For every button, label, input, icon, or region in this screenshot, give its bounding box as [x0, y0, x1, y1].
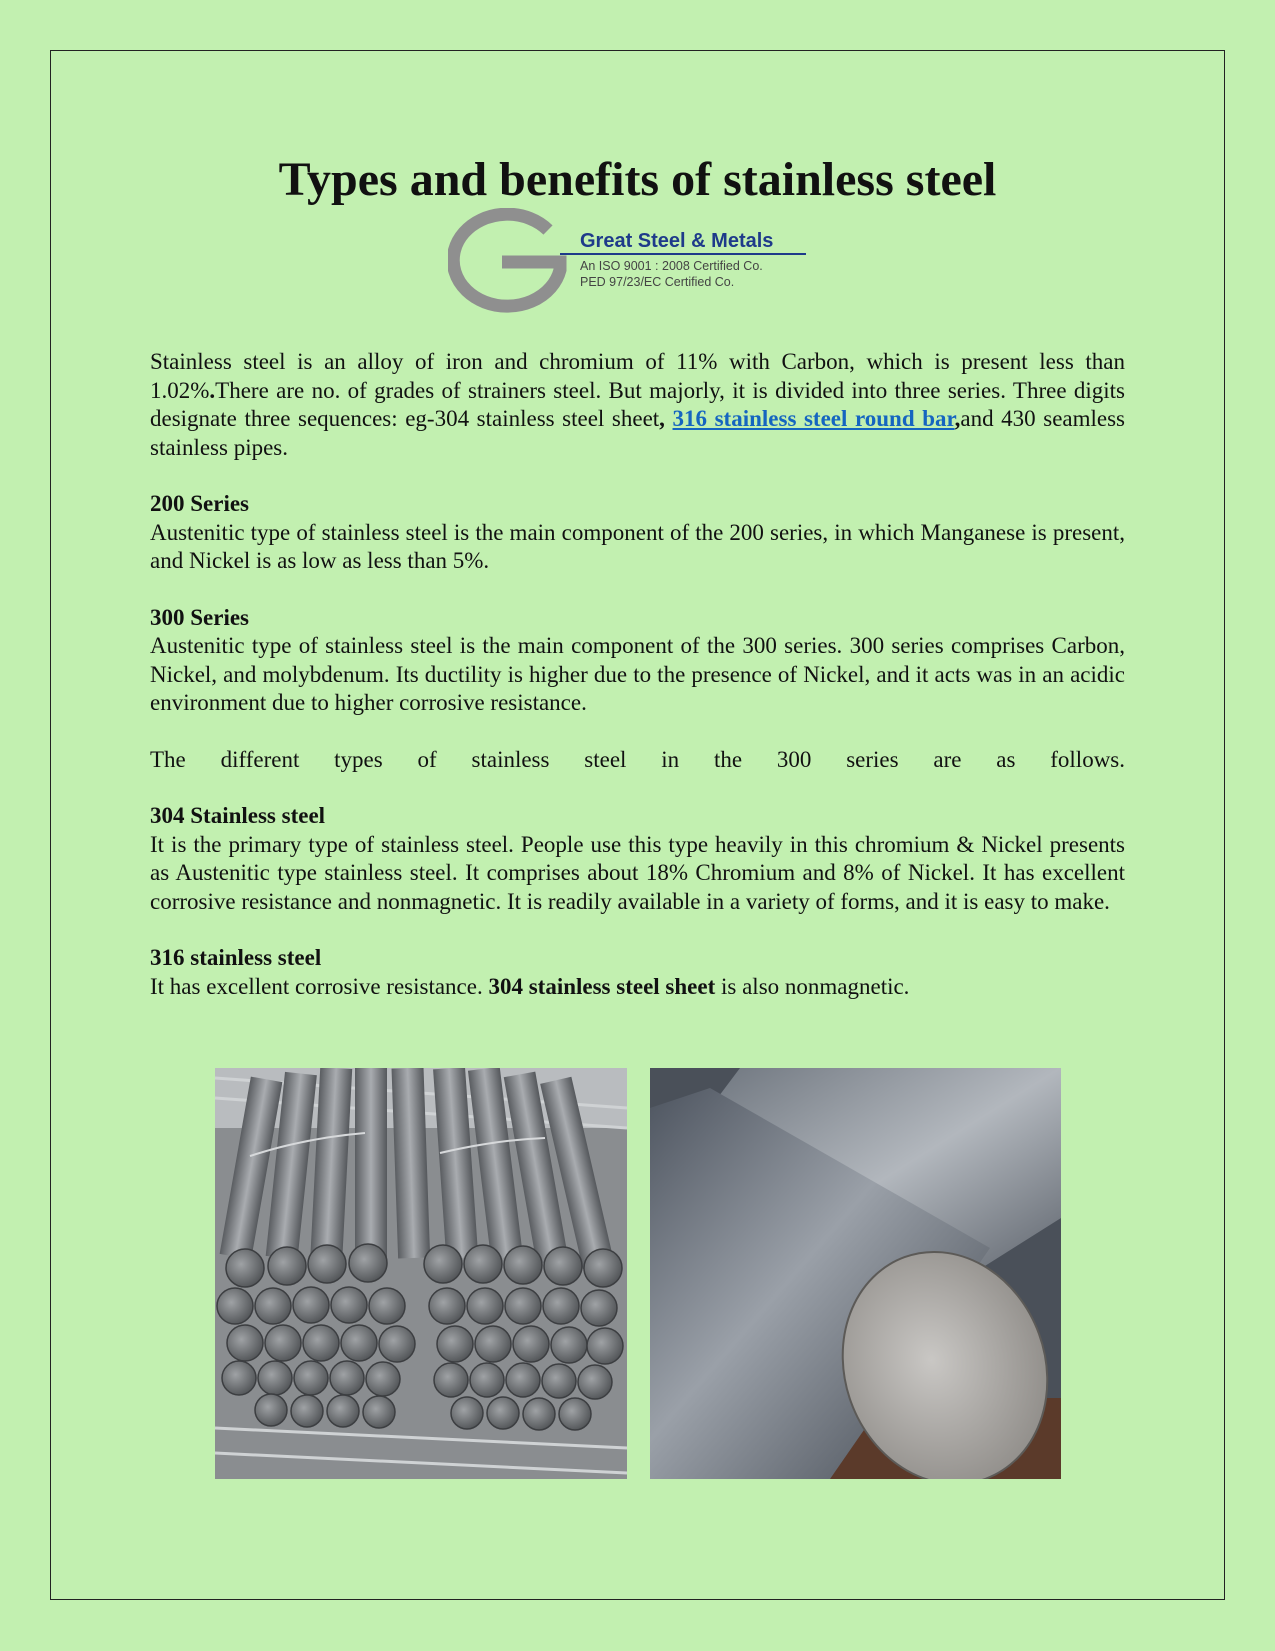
article-body	[150, 348, 1125, 1001]
paragraph-316-stainless	[150, 973, 1125, 1002]
intro-paragraph	[150, 348, 1125, 462]
logo-ped-cert: PED 97/23/EC Certified Co.	[580, 275, 735, 289]
intro-text-3: and 430 seamless stainless pipes.	[150, 406, 1126, 460]
types-word: of	[417, 746, 437, 772]
types-word: in	[661, 746, 680, 772]
paragraph-300-series: Austenitic type of stainless steel is the main component of the 300 series. 300 series comprises Carbon, Nickel, and molybdenum. Its ductility is higher due to the presence of Nickel, and it acts was in an acidic environment due to higher corrosive resistance.	[150, 633, 1125, 715]
heading-316-stainless: 316 stainless steel	[150, 945, 322, 970]
types-word: stainless	[471, 746, 550, 772]
round-bar-link[interactable]: 316 stainless steel round bar	[672, 406, 955, 431]
intro-bold-comma-2: ,	[954, 406, 961, 431]
company-logo	[448, 208, 828, 316]
bar-bundle-illustration	[215, 1068, 627, 1479]
paragraph-200-series: Austenitic type of stainless steel is the main component of the 200 series, in which Manganese is present, and Nickel is as low as less than 5%.	[150, 519, 1125, 573]
photo-large-round-bar	[650, 1068, 1061, 1479]
types-word: series	[846, 746, 899, 772]
logo-company-name: Great Steel & Metals	[580, 230, 774, 252]
types-word: steel	[584, 746, 627, 772]
text-316-post: is also nonmagnetic.	[715, 973, 910, 999]
intro-bold-comma: ,	[659, 406, 673, 431]
heading-304-stainless: 304 Stainless steel	[150, 803, 326, 828]
types-word: follows.	[1050, 746, 1125, 772]
types-word: different	[220, 746, 300, 772]
types-word: types	[334, 746, 383, 772]
round-bar-illustration	[650, 1068, 1061, 1479]
logo-underline	[560, 253, 806, 255]
types-word: 300	[776, 746, 812, 772]
paragraph-304-stainless: It is the primary type of stainless steel. People use this type heavily in this chromium & Nickel presents as Austenitic type stainless steel. It comprises about 18% Chromium and 8% of Nickel. It has excellent corrosive resistance and nonmagnetic. It is readily available in a variety of forms, and it is easy to make.	[150, 831, 1125, 914]
photo-bundled-round-bars	[215, 1068, 627, 1479]
types-intro-line	[150, 746, 1125, 775]
types-word: as	[996, 746, 1016, 772]
types-word: The	[150, 746, 186, 772]
intro-text-1: Stainless steel is an alloy of iron and chromium of 11% with Carbon, which is present less than 1.02%	[150, 349, 1125, 403]
heading-200-series: 200 Series	[150, 491, 250, 516]
types-word: the	[713, 746, 743, 772]
intro-bold-dot: .	[209, 377, 216, 403]
types-word: are	[933, 746, 962, 772]
text-316-pre: It has excellent corrosive resistance.	[150, 973, 489, 999]
letter-g-logo-icon	[448, 208, 578, 316]
page-title: Types and benefits of stainless steel	[278, 153, 997, 206]
logo-iso-cert: An ISO 9001 : 2008 Certified Co.	[580, 259, 763, 273]
text-304-sheet-bold: 304 stainless steel sheet	[488, 973, 716, 999]
intro-text-2: There are no. of grades of strainers steel. But majorly, it is divided into three series. Three digits designate three sequences: eg-304 stainless steel sheet	[150, 377, 1125, 431]
heading-300-series: 300 Series	[150, 604, 250, 630]
